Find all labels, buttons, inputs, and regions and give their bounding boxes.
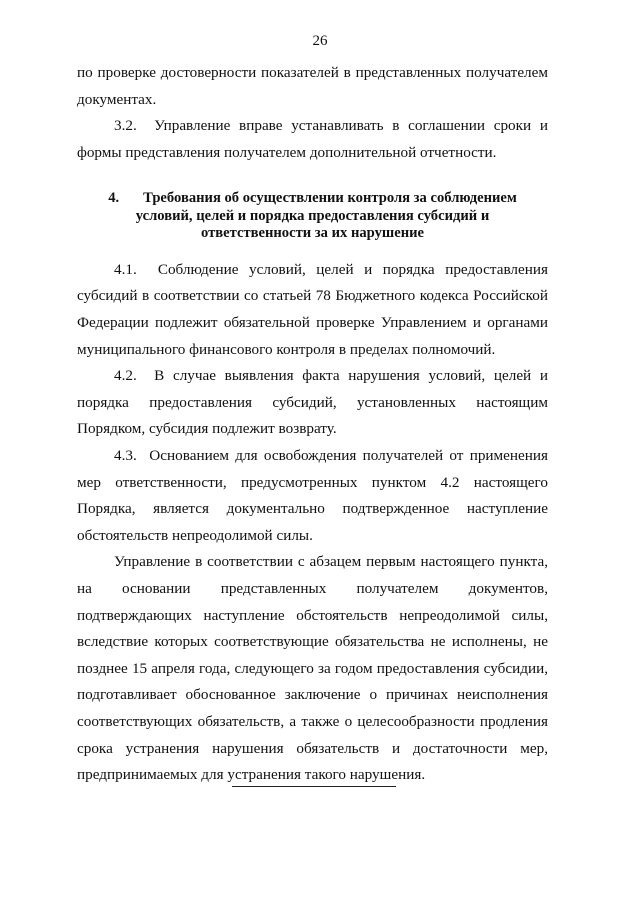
document-body	[77, 60, 548, 789]
section-4-title-text-1: Требования об осуществлении контроля за соблюдением	[143, 190, 517, 207]
paragraph-continuation: по проверке достоверности показателей в представленных получателем документах.	[77, 64, 548, 108]
page-number: 26	[312, 33, 328, 49]
section-4-heading	[77, 190, 548, 243]
paragraph-4-3: 4.3. Основанием для освобождения получателей от применения мер ответственности, предусмотренных пунктом 4.2 настоящего Порядка, является документально подтвержденное наступление обстоятельств непреодолимой силы.	[77, 447, 548, 544]
section-4-title-line-1	[77, 190, 548, 208]
section-4-number: 4.	[108, 190, 120, 207]
paragraph-4-1: 4.1. Соблюдение условий, целей и порядка предоставления субсидий в соответствии со статьей 78 Бюджетного кодекса Российской Федерации подлежит обязательной проверке Управлением и органами муниципального финансового контроля в пределах полномочий.	[77, 260, 548, 358]
section-4-title-line-3: ответственности за их нарушение	[201, 225, 424, 242]
section-4-title-line-2: условий, целей и порядка предоставления субсидий и	[135, 207, 490, 224]
paragraph-4-2: 4.2. В случае выявления факта нарушения условий, целей и порядка предоставления субсидий, установленных настоящим Порядком, субсидия подлежит возврату.	[77, 367, 548, 438]
paragraph-4-3-continued: Управление в соответствии с абзацем первым настоящего пункта, на основании представленных получателем документов, подтверждающих наступление обстоятельств непреодолимой силы, вследствие которых соответствующие обязательства не исполнены, не позднее 15 апреля года, следующего за годом предоставления субсидии, подготавливает обоснованное заключение о причинах неисполнения соответствующих обязательств, а также о целесообразности продления срока устранения нарушения обязательств и достаточности мер, предпринимаемых для устранения такого нарушения.	[77, 553, 548, 784]
paragraph-3-2: 3.2. Управление вправе устанавливать в соглашении сроки и формы представления получателем дополнительной отчетности.	[77, 117, 548, 161]
end-divider-line	[232, 786, 396, 787]
